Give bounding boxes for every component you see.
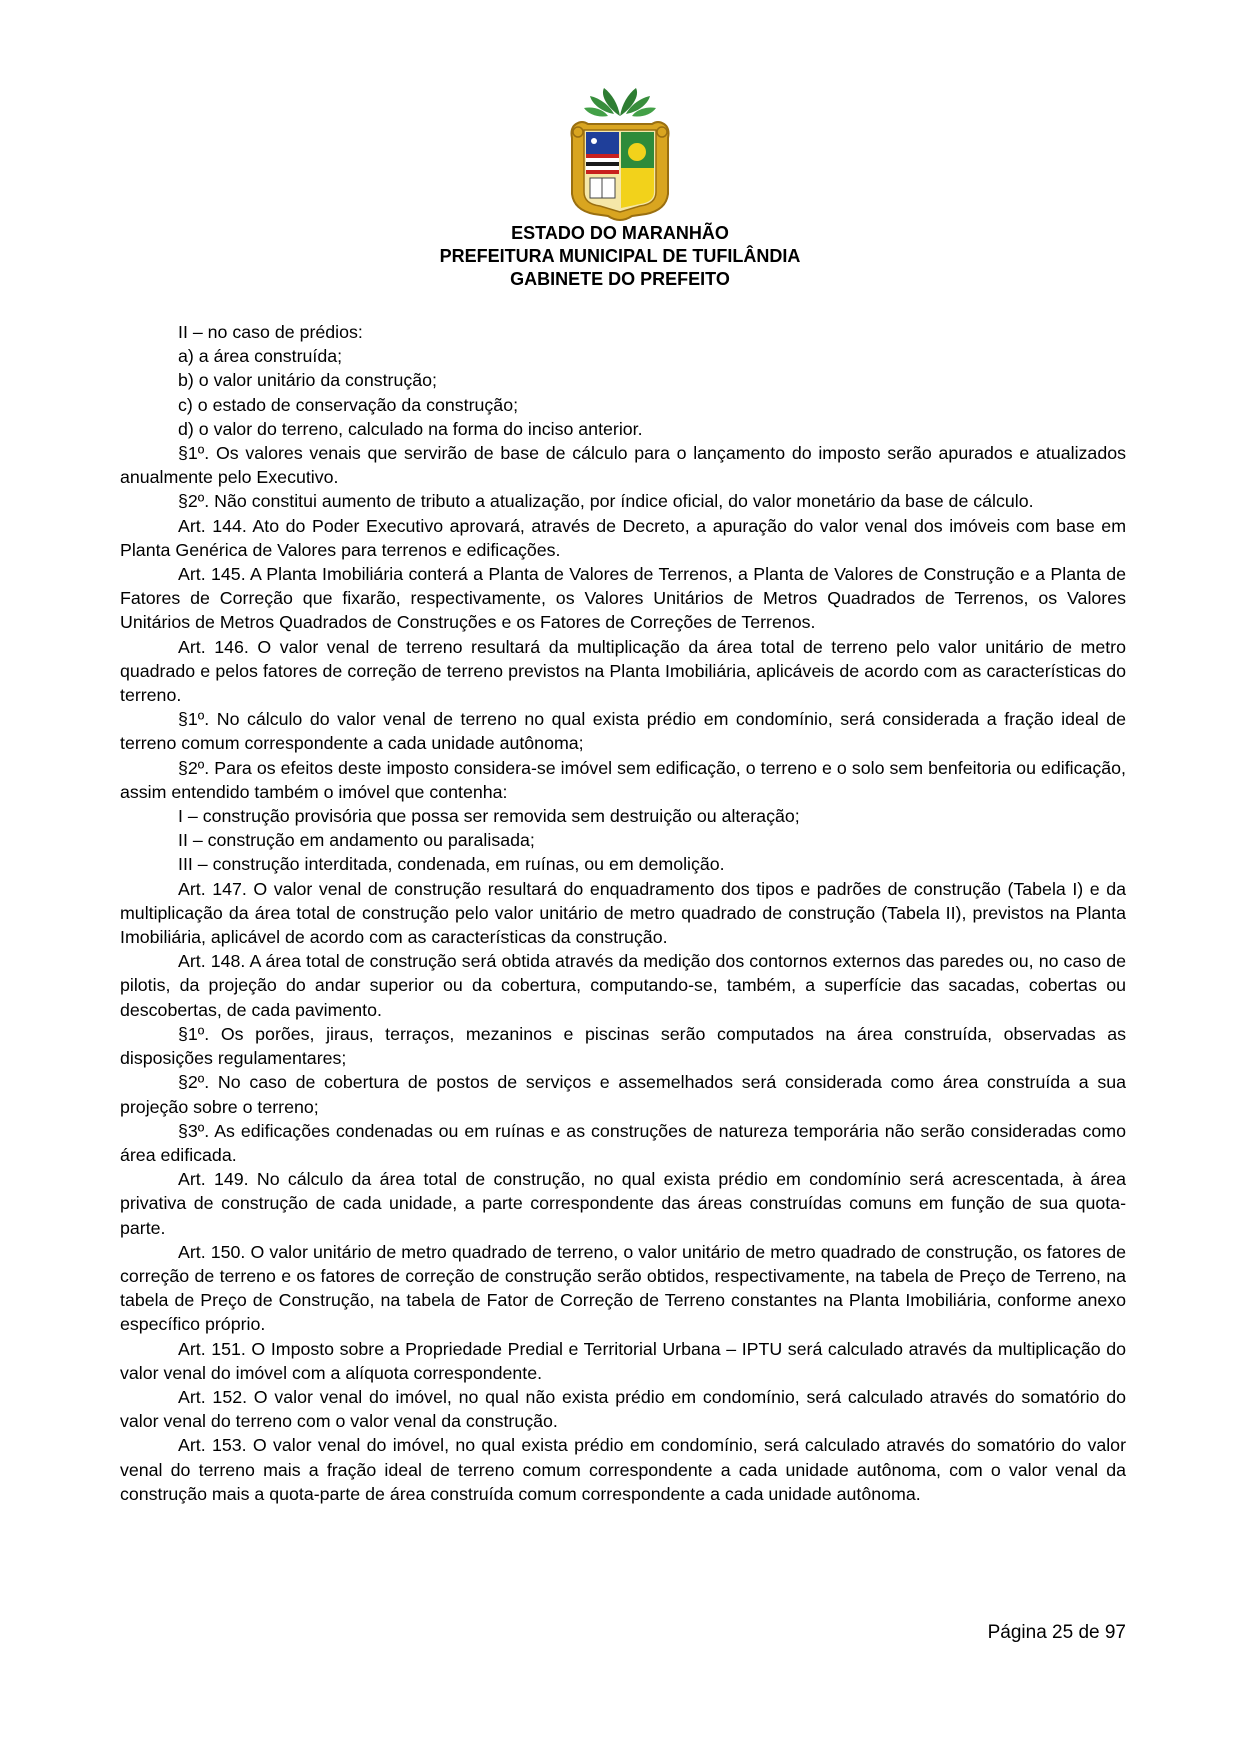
paragraph: §1º. No cálculo do valor venal de terreno no qual exista prédio em condomínio, será considerada a fração ideal de terreno comum correspondente a cada unidade autônoma; xyxy=(120,709,1126,754)
municipality-name: PREFEITURA MUNICIPAL DE TUFILÂNDIA xyxy=(439,246,801,266)
page-number: Página 25 de 97 xyxy=(987,1622,1126,1643)
paragraph: Art. 152. O valor venal do imóvel, no qual não exista prédio em condomínio, será calculado através do somatório do valor venal do terreno com o valor venal da construção. xyxy=(120,1386,1126,1432)
paragraph: Art. 150. O valor unitário de metro quadrado de terreno, o valor unitário de metro quadrado de construção, os fatores de correção de terreno e os fatores de correção de construção serão obtidos, respectivamente, na tabela de Preço de Terreno, na tabela de Preço de Construção, na tabela de Fator de Correção de Terreno constantes na Planta Imobiliária, conforme anexo específico próprio. xyxy=(120,1241,1126,1335)
paragraph: II – no caso de prédios: xyxy=(178,322,363,342)
paragraph: I – construção provisória que possa ser removida sem destruição ou alteração; xyxy=(178,806,800,827)
laurel-icon xyxy=(584,88,656,117)
paragraph: Art. 145. A Planta Imobiliária conterá a Planta de Valores de Terrenos, a Planta de Valores de Construção e a Planta de Fatores de Correção que fixarão, respectivamente, os Valores Unitários de Metros Quadrados de Terrenos, os Valores Unitários de Metros Quadrados de Construções e os Fatores de Correções de Terrenos. xyxy=(120,564,1126,633)
paragraph: b) o valor unitário da construção; xyxy=(178,370,437,391)
paragraph: Art. 146. O valor venal de terreno resultará da multiplicação da área total de terreno pelo valor unitário de metro quadrado e pelos fatores de correção de terreno previstos na Planta Imobiliária, aplicáveis de acordo com as características do terreno. xyxy=(120,636,1126,706)
paragraph: c) o estado de conservação da construção; xyxy=(178,394,519,415)
state-name: ESTADO DO MARANHÃO xyxy=(511,223,729,243)
paragraph: §2º. Para os efeitos deste imposto considera-se imóvel sem edificação, o terreno e o solo sem benfeitoria ou edificação, assim entendido também o imóvel que contenha: xyxy=(120,757,1126,802)
paragraph: d) o valor do terreno, calculado na forma do inciso anterior. xyxy=(178,418,643,439)
office-name: GABINETE DO PREFEITO xyxy=(510,269,730,289)
document-body xyxy=(120,320,1126,1506)
paragraph: Art. 148. A área total de construção será obtida através da medição dos contornos externos das paredes ou, no caso de pilotis, da projeção do andar superior ou da cobertura, computando-se, também, a superfície das sacadas, cobertas ou descobertas, de cada pavimento. xyxy=(120,951,1126,1020)
paragraph: Art. 153. O valor venal do imóvel, no qual exista prédio em condomínio, será calculado através do somatório do valor venal do terreno mais a fração ideal de terreno comum correspondente a cada unidade autônoma, com o valor venal da construção mais a quota-parte de área construída comum correspondente a cada unidade autônoma. xyxy=(120,1435,1126,1504)
paragraph: III – construção interditada, condenada, em ruínas, ou em demolição. xyxy=(178,854,725,875)
paragraph: §3º. As edificações condenadas ou em ruínas e as construções de natureza temporária não serão consideradas como área edificada. xyxy=(120,1120,1126,1165)
paragraph: §1º. Os porões, jiraus, terraços, mezaninos e piscinas serão computados na área construída, observadas as disposições regulamentares; xyxy=(120,1023,1126,1069)
paragraph: §2º. Não constitui aumento de tributo a atualização, por índice oficial, do valor monetário da base de cálculo. xyxy=(178,491,1034,512)
paragraph: a) a área construída; xyxy=(178,346,343,367)
paragraph: II – construção em andamento ou paralisada; xyxy=(178,830,535,851)
letterhead xyxy=(0,222,1240,291)
coat-of-arms-emblem xyxy=(564,86,676,224)
flag-icon xyxy=(586,132,619,174)
paragraph: §2º. No caso de cobertura de postos de serviços e assemelhados será considerada como área construída a sua projeção sobre o terreno; xyxy=(120,1072,1126,1117)
paragraph: Art. 151. O Imposto sobre a Propriedade Predial e Territorial Urbana – IPTU será calculado através da multiplicação do valor venal do imóvel com a alíquota correspondente. xyxy=(120,1338,1126,1383)
paragraph: Art. 144. Ato do Poder Executivo aprovará, através de Decreto, a apuração do valor venal dos imóveis com base em Planta Genérica de Valores para terrenos e edificações. xyxy=(120,515,1126,560)
paragraph: Art. 149. No cálculo da área total de construção, no qual exista prédio em condomínio será acrescentada, à área privativa de construção de cada unidade, a parte correspondente das áreas construídas comuns em função de sua quota-parte. xyxy=(120,1169,1126,1238)
paragraph: Art. 147. O valor venal de construção resultará do enquadramento dos tipos e padrões de construção (Tabela I) e da multiplicação da área total de construção pelo valor unitário de metro quadrado de construção (Tabela II), previstos na Planta Imobiliária, aplicável de acordo com as características da construção. xyxy=(120,878,1126,948)
paragraph: §1º. Os valores venais que servirão de base de cálculo para o lançamento do imposto serão apurados e atualizados anualmente pelo Executivo. xyxy=(120,443,1126,488)
